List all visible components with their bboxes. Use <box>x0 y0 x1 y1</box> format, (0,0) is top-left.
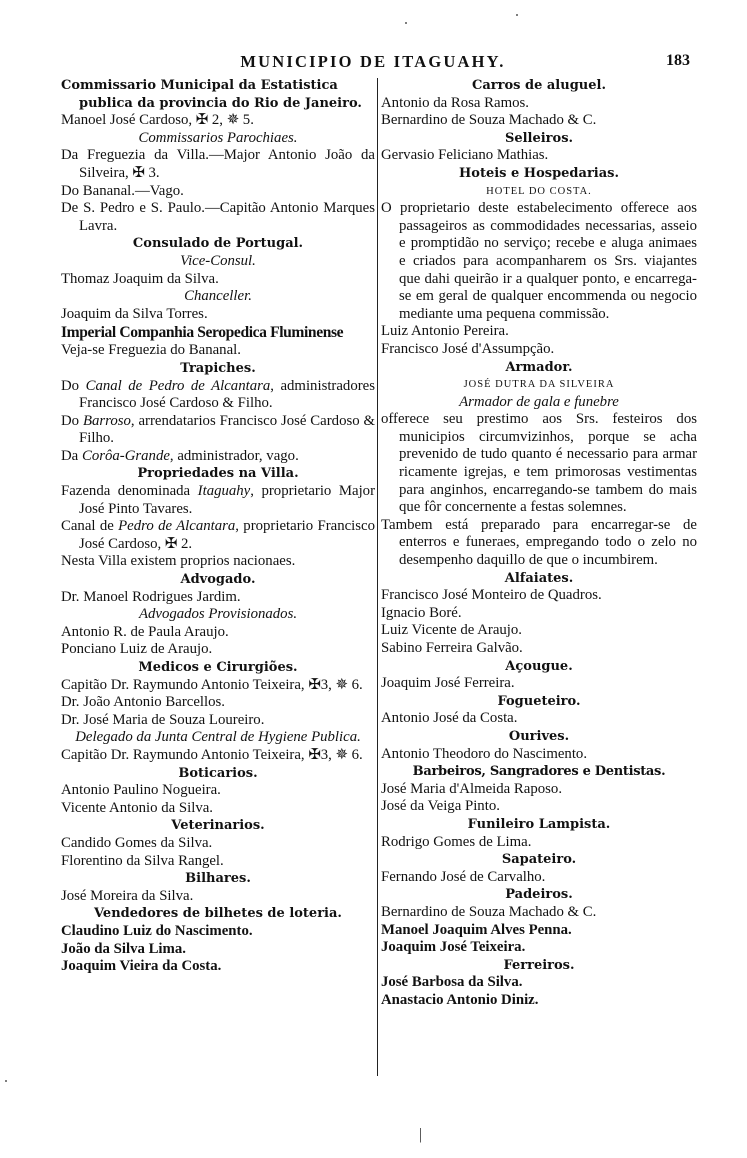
entry: Antonio da Rosa Ramos. <box>381 94 529 111</box>
entry: Sabino Ferreira Galvão. <box>381 640 523 656</box>
entry: Veja-se Freguezia do Bananal. <box>61 342 241 359</box>
entry: Manoel José Cardoso, ✠ 2, ✵ 5. <box>61 112 254 129</box>
entry: Joaquim da Silva Torres. <box>61 305 208 322</box>
entry: Francisco José d'Assumpção. <box>381 340 555 357</box>
print-speck <box>405 22 407 24</box>
subheading: Armador de gala e funebre <box>459 393 619 410</box>
establishment-name: JOSÉ DUTRA DA SILVEIRA <box>463 379 615 391</box>
entry: Fazenda denominada Itaguahy, proprietario Major José Pinto Tavares. <box>61 483 376 517</box>
section-heading: Commissario Municipal da Estatistica publica da provincia do Rio de Janeiro. <box>61 78 362 111</box>
entry: Dr. João Antonio Barcellos. <box>61 694 225 711</box>
entry: Gervasio Feliciano Mathias. <box>381 147 549 164</box>
entry: Joaquim Vieira da Costa. <box>61 958 222 975</box>
entry: Vicente Antonio da Silva. <box>61 799 213 816</box>
entry: Antonio José da Costa. <box>381 710 518 727</box>
section-heading: Bilhares. <box>185 871 251 887</box>
entry: Da Corôa-Grande, administrador, vago. <box>61 447 299 464</box>
section-heading: Medicos e Cirurgiões. <box>138 660 298 675</box>
entry: Francisco José Monteiro de Quadros. <box>381 587 602 604</box>
subheading: Commissarios Parochiaes. <box>138 129 298 146</box>
running-header <box>60 52 690 74</box>
subheading: Vice-Consul. <box>180 252 256 269</box>
section-heading: Funileiro Lampista. <box>467 816 611 832</box>
section-heading: Ferreiros. <box>503 957 575 973</box>
page-number: 183 <box>666 52 690 69</box>
entry: Canal de Pedro de Alcantara, proprietario Francisco José Cardoso, ✠ 2. <box>61 518 375 552</box>
entry: Luiz Vicente de Araujo. <box>381 622 523 639</box>
entry: Joaquim José Teixeira. <box>381 939 526 956</box>
right-column <box>381 77 697 1009</box>
entry: Rodrigo Gomes de Lima. <box>381 833 532 850</box>
entry: Ponciano Luiz de Araujo. <box>61 641 213 658</box>
subheading: Chanceller. <box>184 288 252 305</box>
entry: Claudino Luiz do Nascimento. <box>61 922 253 939</box>
entry: José Maria d'Almeida Raposo. <box>381 780 563 797</box>
entry: Antonio R. de Paula Araujo. <box>61 623 229 640</box>
section-heading: Consulado de Portugal. <box>132 236 304 252</box>
section-heading: Advogado. <box>180 572 256 588</box>
section-heading: Armador. <box>505 359 573 375</box>
entry: José da Veiga Pinto. <box>381 798 500 815</box>
column-divider <box>377 78 378 1076</box>
entry: Antonio Theodoro do Nascimento. <box>381 745 588 762</box>
establishment-name: HOTEL DO COSTA. <box>486 185 592 197</box>
entry: Fernando José de Carvalho. <box>381 868 546 885</box>
entry: Bernardino de Souza Machado & C. <box>381 112 597 129</box>
print-speck <box>516 14 518 16</box>
section-heading: Ourives. <box>508 728 570 744</box>
footer-mark: | <box>419 1126 423 1143</box>
page-title: MUNICIPIO DE ITAGUAHY. <box>240 52 506 71</box>
left-column <box>61 77 375 976</box>
entry: Nesta Villa existem proprios nacionaes. <box>61 553 296 570</box>
entry: Do Bananal.—Vago. <box>61 182 184 199</box>
entry: Ignacio Boré. <box>381 604 462 621</box>
section-heading: Carros de aluguel. <box>472 78 606 93</box>
section-heading: Açougue. <box>505 658 573 674</box>
section-heading: Alfaiates. <box>504 570 574 586</box>
entry: João da Silva Lima. <box>61 940 186 957</box>
entry: Do Canal de Pedro de Alcantara, administradores Francisco José Cardoso & Filho. <box>61 377 375 412</box>
entry: Anastacio Antonio Diniz. <box>381 991 539 1008</box>
entry: Do Barroso, arrendatarios Francisco José Cardoso & Filho. <box>61 412 375 447</box>
entry: Luiz Antonio Pereira. <box>381 323 509 340</box>
entry: Bernardino de Souza Machado & C. <box>381 903 597 920</box>
entry: Joaquim José Ferreira. <box>381 675 515 692</box>
print-speck <box>5 1080 7 1082</box>
entry: Candido Gomes da Silva. <box>61 834 213 851</box>
subheading: Delegado da Junta Central de Hygiene Publica. <box>75 729 361 746</box>
entry: Florentino da Silva Rangel. <box>61 852 224 869</box>
section-heading: Selleiros. <box>504 130 574 146</box>
section-heading: Boticarios. <box>178 765 258 781</box>
advertisement-text: Tambem está preparado para encarregar-se de enterros e funeraes, empregando todo o zelo no desempenho daquillo de que o incumbirem. <box>381 516 697 569</box>
entry: De S. Pedro e S. Paulo.—Capitão Antonio Marques Lavra. <box>61 200 375 234</box>
entry: José Moreira da Silva. <box>61 887 194 904</box>
entry: Capitão Dr. Raymundo Antonio Teixeira, ✠3, ✵ 6. <box>61 676 363 693</box>
section-heading: Trapiches. <box>180 360 256 376</box>
section-heading-large: Imperial Companhia Seropedica Fluminense <box>61 324 344 342</box>
entry: Dr. José Maria de Souza Loureiro. <box>61 711 265 728</box>
section-heading: Padeiros. <box>505 887 573 903</box>
entry: Antonio Paulino Nogueira. <box>61 782 221 799</box>
entry: Manoel Joaquim Alves Penna. <box>381 921 572 938</box>
section-heading: Fogueteiro. <box>497 693 581 709</box>
entry: Thomaz Joaquim da Silva. <box>61 270 219 287</box>
advertisement-text: O proprietario deste estabelecimento offerece aos passageiros as commodidades necessarias, asseio e promptidão no serviço; recebe e aluga animaes e criados para acompanharem os Srs. viajantes que dahi queirão ir a qualquer ponto, e encarrega-se em geral de qualquer encommenda ou negocio mediante uma pequena commissão. <box>381 200 697 322</box>
entry: Capitão Dr. Raymundo Antonio Teixeira, ✠3, ✵ 6. <box>61 746 363 763</box>
subheading: Advogados Provisionados. <box>138 606 298 623</box>
advertisement-text: offerece seu prestimo aos Srs. festeiros dos municipios circumvizinhos, porque se acha prevenido de tudo quanto é necessario para armar ricamente igrejas, e tem primorosas vestimentas para anginhos, encarregando-se tambem do mais que fôr concernente a festas solemnes. <box>381 411 697 516</box>
section-heading: Sapateiro. <box>501 852 577 868</box>
section-heading: Veterinarios. <box>171 818 265 834</box>
entry: José Barbosa da Silva. <box>381 974 523 991</box>
entry: Da Freguezia da Villa.—Major Antonio João da Silveira, ✠ 3. <box>61 147 375 181</box>
entry: Dr. Manoel Rodrigues Jardim. <box>61 588 241 605</box>
section-heading: Barbeiros, Sangradores e Dentistas. <box>412 764 666 780</box>
section-heading: Propriedades na Villa. <box>137 466 299 482</box>
section-heading: Hoteis e Hospedarias. <box>458 165 619 181</box>
section-heading: Vendedores de bilhetes de loteria. <box>94 906 342 922</box>
